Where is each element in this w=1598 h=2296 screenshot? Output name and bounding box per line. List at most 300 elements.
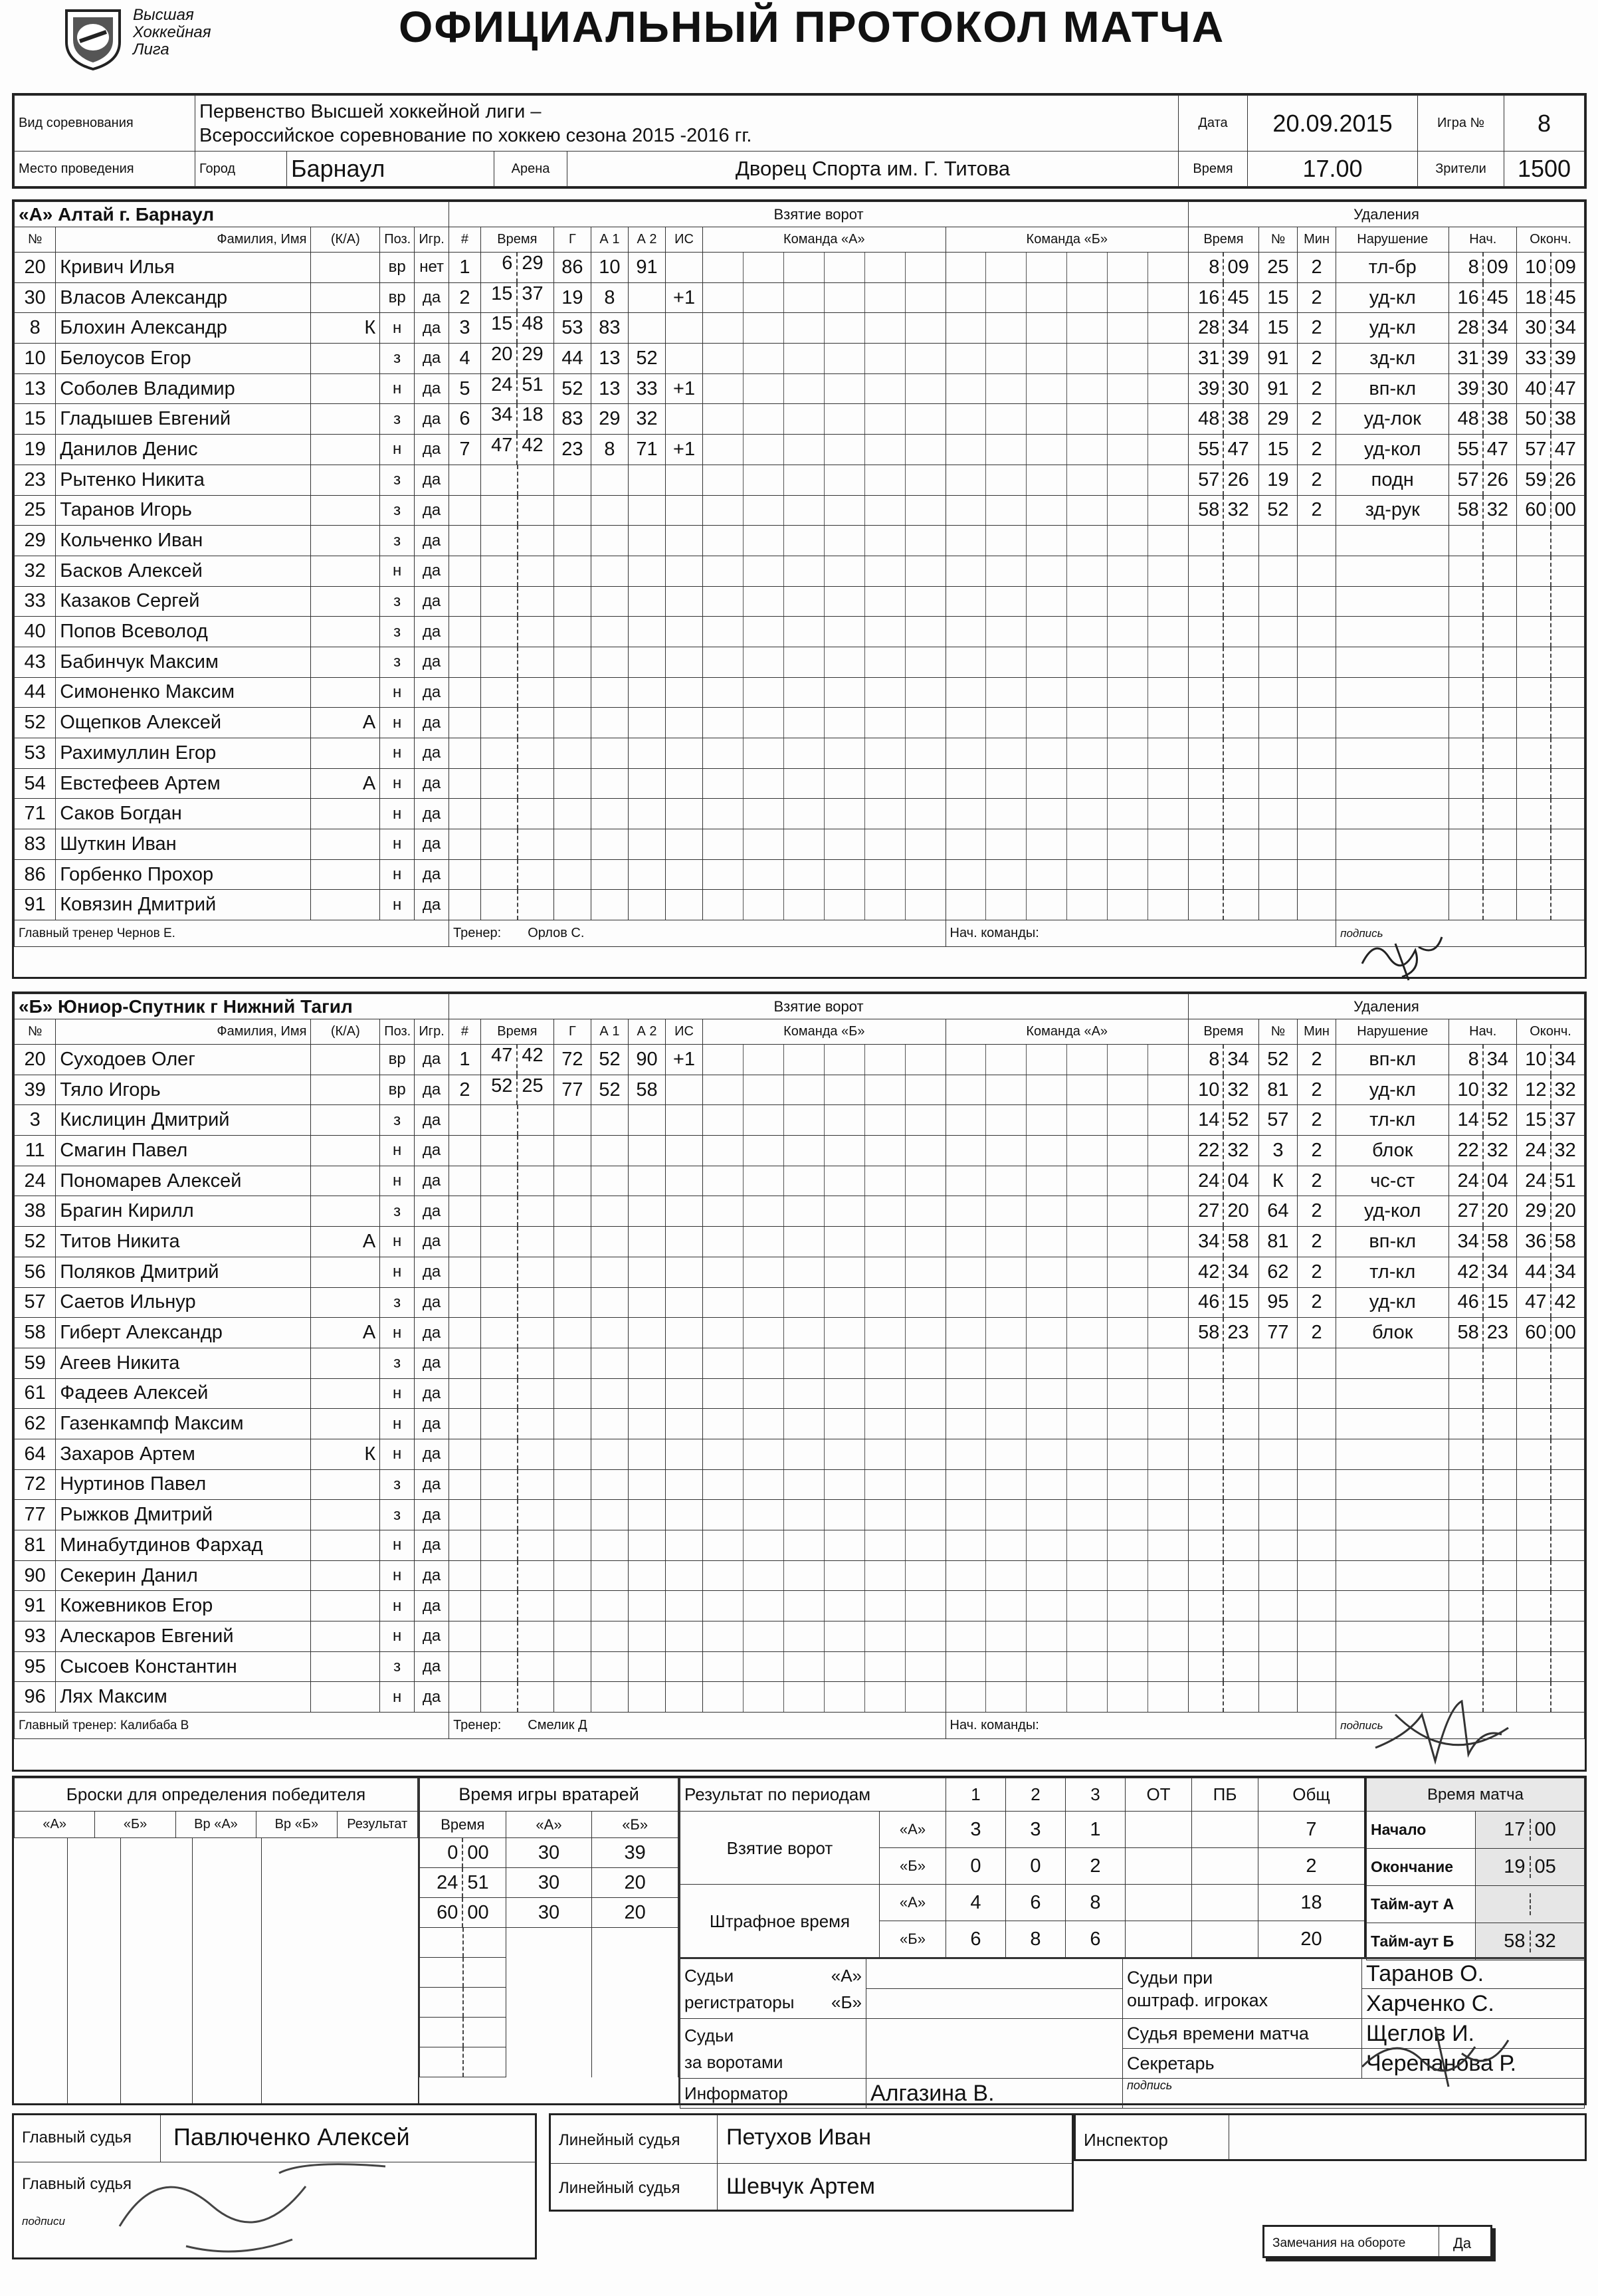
goal-grid-cell: [703, 253, 946, 283]
pen-min: 57: [1189, 465, 1224, 495]
pen-start-min: [1449, 1439, 1483, 1469]
pen-minutes: [1297, 1651, 1336, 1682]
goal-empty: [628, 1530, 665, 1561]
pen-player: [1258, 1439, 1297, 1469]
pen-player: [1258, 1348, 1297, 1378]
goal-empty: [591, 1227, 628, 1257]
table-row: [420, 1868, 678, 1898]
teamA-col-name: Фамилия, Имя: [56, 227, 311, 253]
pen-min: [1189, 526, 1224, 556]
pen-player: 15: [1258, 435, 1297, 465]
goal-empty: [666, 1439, 703, 1469]
pen-violation: [1336, 647, 1449, 677]
pen-min: 22: [1189, 1136, 1224, 1166]
goal-empty: [628, 1500, 665, 1530]
pen-sec: 32: [1227, 1079, 1249, 1100]
pen-minutes: 2: [1297, 1257, 1336, 1287]
trainer-value: Орлов С.: [528, 926, 585, 941]
pen-min: [1189, 587, 1224, 617]
gk-empty: [506, 2047, 592, 2077]
pen-sec: 32: [1227, 1139, 1249, 1161]
player-position: з: [380, 404, 415, 435]
goal-grid-cell: [703, 344, 946, 374]
goal-grid-cell: [703, 1560, 946, 1591]
goalie-time-panel: [419, 1778, 680, 2103]
goal-empty: [553, 465, 591, 495]
goal-sec: 25: [522, 1075, 544, 1096]
goal-empty: [449, 1500, 481, 1530]
pen-minutes: [1298, 556, 1336, 586]
pen-end-min: 50: [1517, 404, 1551, 434]
goal-assist1: 52: [591, 1075, 628, 1105]
pen-minutes: 2: [1298, 435, 1336, 465]
player-played: да: [415, 1196, 449, 1227]
pen-start: [1449, 768, 1517, 799]
goal-grid-cell: [703, 1469, 946, 1500]
pen-time: [1188, 556, 1258, 586]
player-played: да: [415, 647, 449, 677]
pen-start: [1449, 1045, 1517, 1075]
results-cell: [1192, 1848, 1258, 1885]
player-name: Алескаров Евгений: [56, 1621, 311, 1652]
goal-empty: [666, 1318, 703, 1348]
pen-end-sec: 34: [1554, 1048, 1576, 1070]
player-name: Попов Всеволод: [56, 617, 311, 647]
goal-grid-cell: [946, 1257, 1188, 1287]
results-cell: 20: [1258, 1921, 1365, 1958]
pen-start-min: 55: [1449, 435, 1483, 465]
goal-empty: [449, 829, 481, 860]
pen-end-min: 33: [1517, 344, 1551, 373]
player-played: да: [415, 1409, 449, 1439]
teamA-col-assist1: А 1: [591, 227, 628, 253]
pen-min: [1189, 556, 1224, 586]
gk-empty: [420, 1988, 506, 2018]
player-position: з: [380, 1651, 415, 1682]
player-role: [311, 1348, 380, 1378]
table-row: [15, 253, 1585, 283]
goal-judges-label: Судьи за воротами: [680, 2019, 866, 2079]
player-role: А: [311, 768, 380, 799]
goal-empty: [628, 738, 665, 769]
goal-min: 20: [481, 344, 518, 373]
player-number: 81: [15, 1530, 56, 1561]
gk-empty: [420, 1928, 506, 1958]
player-name: Захаров Артем: [56, 1439, 311, 1469]
player-played: да: [415, 435, 449, 465]
goal-number: 7: [449, 435, 481, 465]
results-cell: [1192, 1812, 1258, 1848]
goal-empty: [628, 1591, 665, 1621]
player-position: з: [380, 1287, 415, 1318]
table-row: [15, 1591, 1585, 1621]
gk-sec: 00: [467, 1901, 489, 1923]
results-col-2: 3: [1066, 1778, 1126, 1812]
goal-empty: [449, 1257, 481, 1287]
pen-time: [1188, 617, 1258, 647]
pen-start: [1449, 1469, 1517, 1500]
player-name: Сысоев Константин: [56, 1651, 311, 1682]
pen-minutes: 2: [1297, 1196, 1336, 1227]
pen-end-min: 18: [1517, 283, 1551, 313]
goal-empty: [628, 495, 665, 526]
player-position: н: [380, 1682, 415, 1713]
teamB-sign: подпись: [1336, 1713, 1585, 1739]
goal-empty: [628, 890, 665, 920]
player-position: н: [380, 799, 415, 829]
pen-end-min: [1517, 647, 1551, 677]
goal-empty: [553, 1287, 591, 1318]
player-name: Кольченко Иван: [56, 526, 311, 556]
goal-assist2: [628, 313, 665, 344]
player-name: Саетов Ильнур: [56, 1287, 311, 1318]
goal-grid-cell: [946, 768, 1188, 799]
pen-start-min: 8: [1449, 253, 1483, 282]
pen-end-min: [1517, 1439, 1551, 1469]
pen-start-min: 31: [1449, 344, 1483, 373]
goal-time-empty: [480, 708, 553, 738]
player-role: [311, 1500, 380, 1530]
player-played: да: [415, 1075, 449, 1105]
player-name: Брагин Кирилл: [56, 1196, 311, 1227]
goal-empty: [591, 1287, 628, 1318]
pen-start-min: 8: [1449, 1045, 1483, 1075]
gk-a: 30: [506, 1898, 592, 1928]
match-time-min: 17: [1476, 1819, 1531, 1841]
goal-empty: [449, 1166, 481, 1196]
gk-min: 24: [420, 1868, 463, 1897]
goal-empty: [628, 526, 665, 556]
goal-empty: [449, 1287, 481, 1318]
goal-grid-cell: [703, 282, 946, 313]
player-role: [311, 1257, 380, 1287]
pen-end: [1517, 799, 1585, 829]
goal-empty: [628, 859, 665, 890]
results-cell: 2: [1066, 1848, 1126, 1885]
pen-time: [1188, 1287, 1258, 1318]
pen-violation: уд-кол: [1336, 1196, 1449, 1227]
player-played: да: [415, 799, 449, 829]
goal-time-empty: [480, 829, 553, 860]
secretary-value: Черепанова Р.: [1362, 2049, 1585, 2079]
goal-empty: [666, 647, 703, 677]
player-position: н: [380, 1621, 415, 1652]
pen-start: [1449, 1257, 1517, 1287]
pen-min: 10: [1189, 1075, 1224, 1105]
pen-start-min: [1449, 1561, 1483, 1591]
goal-empty: [628, 768, 665, 799]
pen-violation: [1336, 1469, 1449, 1500]
goal-time-empty: [480, 465, 553, 495]
pen-end-min: [1517, 526, 1551, 556]
pen-minutes: [1298, 708, 1336, 738]
table-row: [1367, 1849, 1585, 1886]
player-role: [311, 1682, 380, 1713]
results-cell: 4: [946, 1885, 1006, 1921]
pen-violation: подн: [1336, 465, 1449, 495]
pen-min: [1189, 890, 1224, 920]
gk-empty: [506, 1928, 592, 1958]
pen-start: [1449, 1196, 1517, 1227]
results-cell: 8: [1066, 1885, 1126, 1921]
match-time-sec: 05: [1534, 1856, 1556, 1877]
goal-empty: [449, 647, 481, 677]
pen-player: 57: [1258, 1105, 1297, 1136]
pen-player: 64: [1258, 1196, 1297, 1227]
pen-end-sec: 42: [1554, 1291, 1576, 1313]
line-ref-value-1: Петухов Иван: [726, 2125, 872, 2150]
pen-end: [1517, 1257, 1585, 1287]
player-position: з: [380, 617, 415, 647]
pen-time: [1188, 829, 1258, 860]
table-row: [15, 282, 1585, 313]
pen-violation: тл-кл: [1336, 1105, 1449, 1136]
pen-end: [1517, 313, 1585, 344]
match-time-label: Тайм-аут А: [1367, 1886, 1476, 1923]
player-role: [311, 859, 380, 890]
goal-grid-cell: [946, 890, 1188, 920]
teamA-col-assist2: А 2: [628, 227, 665, 253]
goal-grid-cell: [703, 1075, 946, 1105]
goal-empty: [591, 1196, 628, 1227]
player-number: 71: [15, 799, 56, 829]
player-played: да: [415, 1439, 449, 1469]
player-played: да: [415, 890, 449, 920]
goal-empty: [591, 1257, 628, 1287]
pen-start-sec: 32: [1486, 499, 1509, 521]
goal-scorer: 44: [553, 344, 591, 374]
pen-end-min: [1517, 860, 1551, 890]
pen-time: [1188, 1621, 1258, 1652]
goal-grid-cell: [703, 617, 946, 647]
penalty-label: Штрафное время: [680, 1885, 880, 1958]
gk-empty: [420, 2018, 506, 2047]
goal-empty: [591, 617, 628, 647]
pen-end: [1517, 1318, 1585, 1348]
goal-empty: [591, 799, 628, 829]
goal-grid-cell: [703, 1409, 946, 1439]
pen-player: [1258, 738, 1297, 769]
player-role: А: [311, 1318, 380, 1348]
player-role: [311, 1530, 380, 1561]
goal-assist1: 52: [591, 1045, 628, 1075]
goal-grid-cell: [703, 1348, 946, 1378]
pen-minutes: [1297, 1682, 1336, 1713]
player-position: з: [380, 1500, 415, 1530]
goal-grid-cell: [703, 768, 946, 799]
player-role: [311, 1287, 380, 1318]
pen-end: [1517, 1348, 1585, 1378]
player-role: А: [311, 1227, 380, 1257]
logo-line-2: Хоккейная: [133, 23, 211, 41]
gk-b: 39: [592, 1838, 678, 1868]
match-time-value: [1476, 1812, 1585, 1849]
player-position: н: [380, 1257, 415, 1287]
pen-start-min: 57: [1449, 465, 1483, 495]
teamA-chief: [946, 920, 1336, 947]
player-number: 39: [15, 1075, 56, 1105]
pen-start: [1449, 313, 1517, 344]
goal-grid-cell: [703, 1500, 946, 1530]
pen-start-min: [1449, 1409, 1483, 1439]
pb-label: Судьи при оштраф. игроках: [1123, 1959, 1362, 2019]
goal-empty: [553, 708, 591, 738]
goal-empty: [553, 1105, 591, 1136]
goal-time-empty: [480, 738, 553, 769]
pen-minutes: [1298, 829, 1336, 860]
pen-end-sec: 47: [1554, 438, 1576, 460]
goal-empty: [628, 1409, 665, 1439]
notes-value: Да: [1453, 2235, 1472, 2251]
player-role: [311, 373, 380, 404]
goal-grid-cell: [946, 556, 1188, 586]
goal-empty: [666, 1105, 703, 1136]
goal-empty: [628, 1651, 665, 1682]
goal-assist1: 10: [591, 253, 628, 283]
match-time-value: [1476, 1849, 1585, 1886]
player-played: да: [415, 526, 449, 556]
pen-start-min: [1449, 708, 1483, 738]
pen-violation: уд-лок: [1336, 404, 1449, 435]
pen-start-sec: 15: [1486, 1291, 1508, 1313]
pen-start: [1449, 1651, 1517, 1682]
pen-violation: зд-кл: [1336, 344, 1449, 374]
table-row: [420, 1838, 678, 1868]
pen-minutes: [1297, 1621, 1336, 1652]
goal-empty: [591, 586, 628, 617]
player-played: да: [415, 1166, 449, 1196]
pen-violation: блок: [1336, 1136, 1449, 1166]
player-number: 62: [15, 1409, 56, 1439]
goal-empty: [666, 465, 703, 495]
pen-start: [1449, 1136, 1517, 1166]
player-number: 52: [15, 708, 56, 738]
table-row: [15, 829, 1585, 860]
pen-violation: [1336, 1409, 1449, 1439]
goal-empty: [666, 617, 703, 647]
pen-violation: [1336, 1682, 1449, 1713]
goal-empty: [666, 859, 703, 890]
pen-end-min: 47: [1517, 1288, 1551, 1318]
goal-empty: [553, 768, 591, 799]
pen-min: [1189, 1348, 1224, 1378]
goal-assist1: 13: [591, 344, 628, 374]
results-cell: 0: [946, 1848, 1006, 1885]
player-role: [311, 1105, 380, 1136]
gk-empty: [592, 2047, 678, 2077]
goal-grid-cell: [703, 859, 946, 890]
player-role: [311, 677, 380, 708]
teamA-col-goal-time: Время: [480, 227, 553, 253]
goal-grid-cell: [946, 1621, 1188, 1652]
goal-time: [480, 435, 553, 465]
pen-end-sec: 00: [1554, 1322, 1576, 1344]
goal-empty: [553, 859, 591, 890]
goal-empty: [449, 890, 481, 920]
pen-start-min: 27: [1449, 1196, 1483, 1226]
player-number: 95: [15, 1651, 56, 1682]
player-number: 15: [15, 404, 56, 435]
coach-value: Чернов Е.: [116, 926, 175, 940]
goal-grid-cell: [703, 1166, 946, 1196]
teamB-col-pen-min: Мин: [1297, 1019, 1336, 1045]
goal-time-empty: [480, 556, 553, 586]
goal-grid-cell: [703, 373, 946, 404]
player-played: да: [415, 1591, 449, 1621]
pen-end-min: 10: [1517, 253, 1551, 282]
player-name: Ощепков Алексей: [56, 708, 311, 738]
player-played: да: [415, 738, 449, 769]
goal-scorer: 72: [553, 1045, 591, 1075]
pen-start: [1449, 738, 1517, 769]
goal-assist2: 90: [628, 1045, 665, 1075]
pen-end: [1517, 1196, 1585, 1227]
player-position: вр: [380, 1045, 415, 1075]
goal-time: [480, 1075, 553, 1105]
goal-time-empty: [480, 1348, 553, 1378]
pen-violation: [1336, 1530, 1449, 1561]
summary-section: [12, 1776, 1587, 2105]
player-played: да: [415, 556, 449, 586]
goal-assist1: 8: [591, 435, 628, 465]
goal-empty: [449, 1439, 481, 1469]
teamA-col-pen-num: №: [1258, 227, 1297, 253]
goal-situation: +1: [666, 373, 703, 404]
pen-start-min: 14: [1449, 1105, 1483, 1135]
goal-scorer: 86: [553, 253, 591, 283]
pen-violation: уд-кл: [1336, 1075, 1449, 1105]
pen-violation: [1336, 768, 1449, 799]
pen-minutes: 2: [1297, 1287, 1336, 1318]
player-role: [311, 1045, 380, 1075]
player-played: да: [415, 1378, 449, 1409]
pen-player: [1258, 859, 1297, 890]
goal-grid-cell: [703, 890, 946, 920]
pen-violation: [1336, 1560, 1449, 1591]
player-role: [311, 799, 380, 829]
shootout-panel: [14, 1778, 419, 2103]
goal-empty: [449, 1136, 481, 1166]
goal-grid-cell: [946, 313, 1188, 344]
teamB-col-pen-num: №: [1258, 1019, 1297, 1045]
pen-player: [1258, 1591, 1297, 1621]
pen-min: [1189, 1652, 1224, 1682]
pen-min: 27: [1189, 1196, 1224, 1226]
table-row: [15, 1105, 1585, 1136]
player-played: да: [415, 708, 449, 738]
player-number: 86: [15, 859, 56, 890]
player-number: 44: [15, 677, 56, 708]
goal-grid-cell: [703, 1621, 946, 1652]
goal-empty: [553, 738, 591, 769]
goal-grid-cell: [946, 282, 1188, 313]
pen-player: [1258, 1500, 1297, 1530]
goal-empty: [628, 1621, 665, 1652]
goal-time: [480, 313, 553, 344]
results-cell: 6: [1006, 1885, 1066, 1921]
pen-minutes: [1298, 799, 1336, 829]
player-played: да: [415, 313, 449, 344]
goal-empty: [628, 1105, 665, 1136]
player-number: 40: [15, 617, 56, 647]
pen-violation: уд-кл: [1336, 282, 1449, 313]
pen-minutes: 2: [1297, 1136, 1336, 1166]
goal-time-empty: [480, 1318, 553, 1348]
goal-empty: [591, 1378, 628, 1409]
gk-col-2: «Б»: [592, 1812, 678, 1838]
gk-min: 0: [420, 1838, 463, 1867]
goal-time-empty: [480, 859, 553, 890]
